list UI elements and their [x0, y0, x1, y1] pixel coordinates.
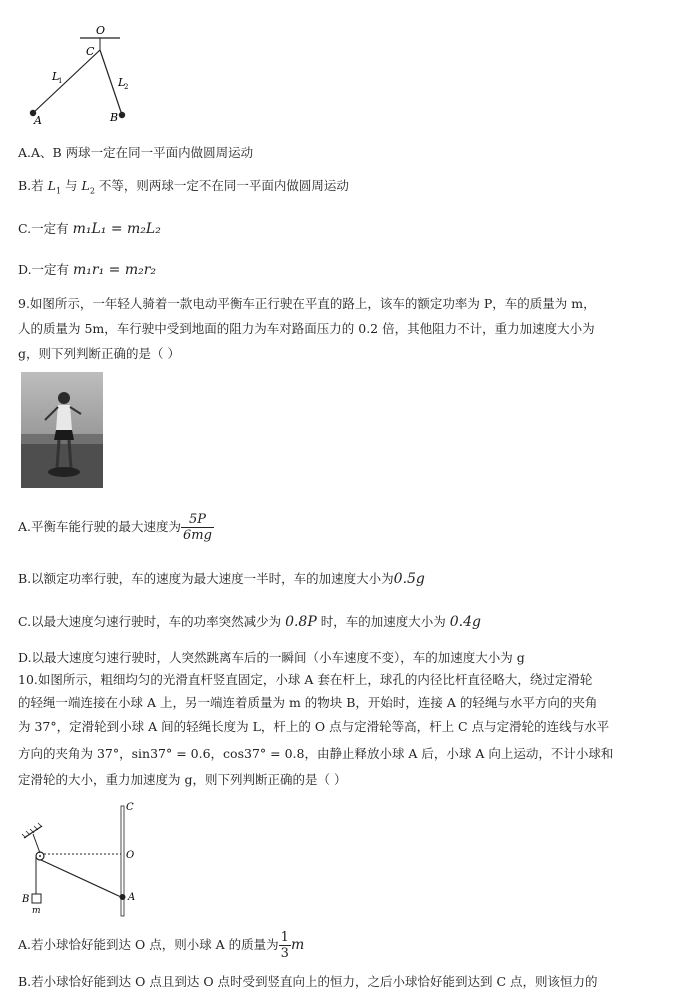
- q8-b-post: 不等，则两球一定不在同一平面内做圆周运动: [94, 178, 349, 193]
- q10-stem-line3: 为 37°，定滑轮到小球 A 间的轻绳长度为 L，杆上的 O 点与定滑轮等高，杆上 C 点与定滑轮的连线与水平: [18, 719, 610, 734]
- q8-b-l1: L: [47, 178, 56, 193]
- label-b: B: [22, 894, 30, 905]
- q10-stem-line5: 定滑轮的大小，重力加速度为 g，则下列判断正确的是（ ）: [18, 772, 347, 787]
- frac-num: 1: [280, 930, 289, 945]
- label-c: C: [86, 45, 95, 58]
- q8-b-pre: B.若: [18, 178, 48, 193]
- q8-c-pre: C.一定有: [18, 221, 73, 236]
- q10-stem-line1: 10.如图所示，粗细均匀的光滑直杆竖直固定，小球 A 套在杆上，球孔的内径比杆直径略大，绕过定滑轮: [18, 672, 593, 687]
- fraction-5p-6mg: [181, 512, 214, 543]
- q8-d-pre: D.一定有: [18, 262, 74, 277]
- q9-stem-line3: g，则下列判断正确的是（ ）: [18, 346, 180, 361]
- q10-a-pre: A.若小球恰好能到达 O 点，则小球 A 的质量为: [18, 937, 279, 952]
- q9-a-pre: A.平衡车能行驶的最大速度为: [18, 519, 182, 534]
- q9-stem-line2: 人的质量为 5m，车行驶中受到地面的阻力为车对路面压力的 0.2 倍，其他阻力不计，重力加速度大小为: [18, 321, 595, 336]
- q9-b-val: 0.5g: [393, 571, 425, 587]
- label-o: O: [96, 24, 106, 37]
- q10-stem-line2: 的轻绳一端连接在小球 A 上，另一端连着质量为 m 的物块 B，开始时，连接 A 的轻绳与水平方向的夹角: [18, 695, 598, 710]
- rod-pulley-figure: [18, 798, 148, 920]
- q9-b-pre: B.以额定功率行驶，车的速度为最大速度一半时，车的加速度大小为: [18, 571, 394, 586]
- frac-den: 6mg: [183, 528, 212, 543]
- fraction-1-3: [279, 930, 291, 961]
- q8-d-math: m₁r₁ = m₂r₂: [73, 262, 157, 278]
- balance-scooter-photo: [21, 372, 103, 488]
- label-l1-sub: 1: [58, 77, 63, 85]
- q10-a-post: m: [290, 937, 305, 953]
- label-c: C: [126, 802, 134, 813]
- q10-option-b: B.若小球恰好能到达 O 点且到达 O 点时受到竖直向上的恒力，之后小球恰好能到达到 C 点，则该恒力的: [18, 974, 598, 989]
- q9-stem-line1: 9.如图所示，一年轻人骑着一款电动平衡车正行驶在平直的路上，该车的额定功率为 P，车的质量为 m，: [18, 296, 596, 311]
- q9-option-b: [18, 569, 425, 587]
- label-l1: L: [52, 70, 60, 83]
- q10-stem-line4: 方向的夹角为 37°，sin37° = 0.6，cos37° = 0.8，由静止释放小球 A 后，小球 A 向上运动，不计小球和: [18, 746, 614, 761]
- q9-option-c: [18, 612, 481, 630]
- pendulum-figure: [20, 18, 145, 126]
- label-b: B: [110, 111, 119, 124]
- frac-num: 5P: [181, 512, 214, 528]
- frac-den: 3: [280, 946, 289, 961]
- label-l2-sub: 2: [124, 83, 129, 91]
- q8-b-l2: L: [81, 178, 90, 193]
- label-a: A: [34, 114, 42, 126]
- label-m: m: [32, 906, 41, 916]
- q8-b-mid: 与: [61, 178, 82, 193]
- q9-c-pre: C.以最大速度匀速行驶时，车的功率突然减少为: [18, 614, 286, 629]
- q8-option-d: [18, 260, 156, 278]
- q10-option-a: [18, 930, 304, 961]
- q8-option-a: A.A、B 两球一定在同一平面内做圆周运动: [18, 145, 254, 160]
- q9-c-val: 0.4g: [449, 614, 481, 630]
- q8-c-math: m₁L₁ = m₂L₂: [72, 221, 161, 237]
- label-a: A: [128, 892, 136, 903]
- label-l2: L: [118, 76, 126, 89]
- q9-option-d: D.以最大速度匀速行驶时，人突然跳离车后的一瞬间（小车速度不变），车的加速度大小为 g: [18, 650, 525, 665]
- q8-option-c: [18, 219, 161, 237]
- q9-option-a: [18, 512, 214, 543]
- q8-option-b: B.若 $L_1$ 与 $L_2$ 不等，则两球一定不在同一平面内做圆周运动: [18, 178, 349, 196]
- q9-c-mid: 0.8P: [285, 614, 317, 630]
- q9-c-post: 时，车的加速度大小为: [316, 614, 450, 629]
- label-o: O: [126, 850, 135, 861]
